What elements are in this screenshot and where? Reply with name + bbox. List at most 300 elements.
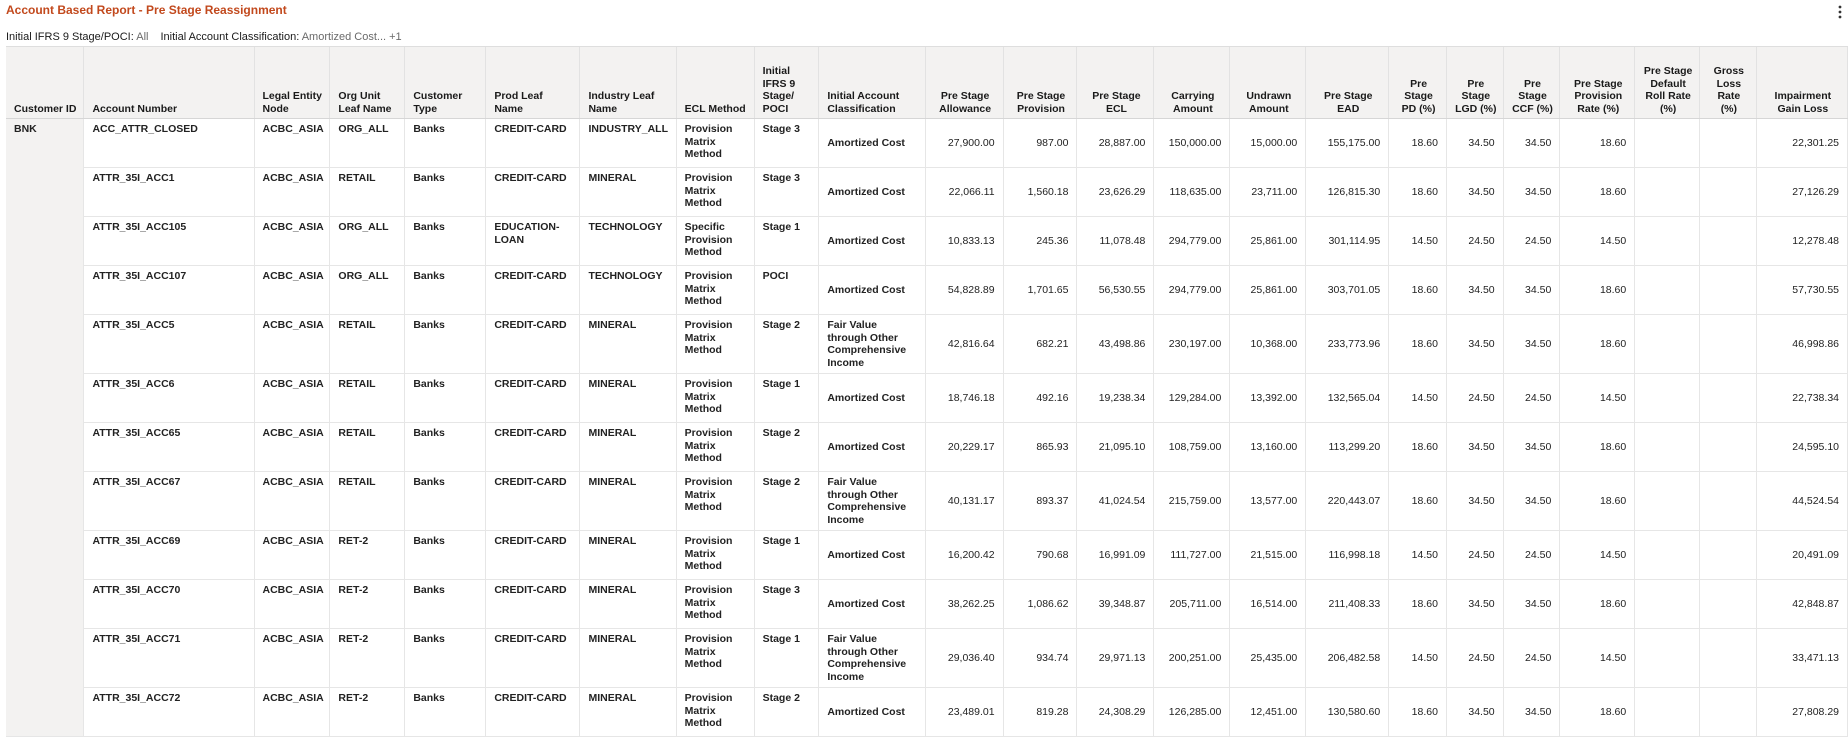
table-cell: 27,808.29 [1756, 688, 1847, 737]
table-cell [1635, 266, 1700, 315]
table-cell: 18.60 [1389, 423, 1447, 472]
column-header[interactable]: ECL Method [676, 47, 754, 119]
table-cell [1700, 119, 1757, 168]
table-cell: 126,285.00 [1154, 688, 1230, 737]
table-cell: 16,991.09 [1077, 531, 1154, 580]
table-cell: 39,348.87 [1077, 580, 1154, 629]
table-cell: 1,086.62 [1003, 580, 1077, 629]
table-cell: 18.60 [1389, 688, 1447, 737]
table-cell: 18.60 [1560, 580, 1635, 629]
table-cell [1700, 168, 1757, 217]
table-cell: 34.50 [1503, 119, 1560, 168]
table-cell: Amortized Cost [819, 119, 925, 168]
table-cell: Stage 2 [754, 472, 819, 531]
table-row [6, 688, 1848, 737]
table-cell: ACBC_ASIA [254, 217, 330, 266]
table-cell: RET-2 [330, 629, 405, 688]
table-cell: 126,815.30 [1306, 168, 1389, 217]
table-cell: Amortized Cost [819, 266, 925, 315]
table-cell: 22,066.11 [925, 168, 1003, 217]
table-cell: 29,971.13 [1077, 629, 1154, 688]
table-cell: TECHNOLOGY [580, 217, 676, 266]
table-cell: Fair Value through Other Comprehensive Income [819, 629, 925, 688]
table-cell: 34.50 [1446, 168, 1503, 217]
table-cell: 28,887.00 [1077, 119, 1154, 168]
table-cell: MINERAL [580, 423, 676, 472]
table-cell: MINERAL [580, 531, 676, 580]
table-cell: POCI [754, 266, 819, 315]
table-cell: 108,759.00 [1154, 423, 1230, 472]
table-cell: 25,861.00 [1230, 266, 1306, 315]
table-cell: RETAIL [330, 472, 405, 531]
table-cell: TECHNOLOGY [580, 266, 676, 315]
table-cell: 34.50 [1446, 119, 1503, 168]
table-cell: 14.50 [1389, 374, 1447, 423]
table-cell: RETAIL [330, 315, 405, 374]
table-cell: CREDIT-CARD [486, 531, 580, 580]
table-cell: Stage 1 [754, 374, 819, 423]
table-row [6, 217, 1848, 266]
table-cell [1635, 217, 1700, 266]
report-title: Account Based Report - Pre Stage Reassignment [6, 3, 287, 17]
table-cell [1700, 217, 1757, 266]
table-cell: 155,175.00 [1306, 119, 1389, 168]
table-cell: 34.50 [1446, 266, 1503, 315]
table-cell: ORG_ALL [330, 119, 405, 168]
table-cell: Provision Matrix Method [676, 315, 754, 374]
table-cell: 56,530.55 [1077, 266, 1154, 315]
table-cell: 18.60 [1389, 119, 1447, 168]
table-cell: Specific Provision Method [676, 217, 754, 266]
table-cell: Amortized Cost [819, 374, 925, 423]
table-row [6, 266, 1848, 315]
table-cell: ATTR_35I_ACC69 [84, 531, 254, 580]
table-cell: 34.50 [1503, 472, 1560, 531]
table-cell: Banks [405, 531, 486, 580]
table-cell [1635, 472, 1700, 531]
column-header[interactable]: Pre Stage ECL [1077, 47, 1154, 119]
table-cell: ORG_ALL [330, 217, 405, 266]
table-cell: 41,024.54 [1077, 472, 1154, 531]
table-cell: 23,489.01 [925, 688, 1003, 737]
table-cell: 44,524.54 [1756, 472, 1847, 531]
table-cell: 29,036.40 [925, 629, 1003, 688]
table-cell: Stage 1 [754, 629, 819, 688]
table-cell: ACBC_ASIA [254, 168, 330, 217]
table-cell: ATTR_35I_ACC105 [84, 217, 254, 266]
table-cell: ATTR_35I_ACC1 [84, 168, 254, 217]
table-cell: 24,595.10 [1756, 423, 1847, 472]
table-row [6, 374, 1848, 423]
filter-classification-label: Initial Account Classification: [160, 31, 300, 43]
column-header[interactable]: Initial IFRS 9 Stage/ POCI [754, 47, 819, 119]
table-cell [1700, 531, 1757, 580]
table-cell: EDUCATION-LOAN [486, 217, 580, 266]
table-cell: Provision Matrix Method [676, 423, 754, 472]
column-header[interactable]: Pre Stage Provision Rate (%) [1560, 47, 1635, 119]
table-cell: RETAIL [330, 374, 405, 423]
column-header[interactable]: Pre Stage Provision [1003, 47, 1077, 119]
kebab-menu-icon [1838, 5, 1842, 19]
table-cell: Provision Matrix Method [676, 168, 754, 217]
column-header[interactable]: Account Number [84, 47, 254, 119]
table-cell: 34.50 [1503, 580, 1560, 629]
table-cell: 18.60 [1389, 315, 1447, 374]
table-cell: CREDIT-CARD [486, 472, 580, 531]
table-cell: Provision Matrix Method [676, 472, 754, 531]
table-cell: 24,308.29 [1077, 688, 1154, 737]
table-cell: Banks [405, 472, 486, 531]
table-cell: 22,301.25 [1756, 119, 1847, 168]
table-cell: 24.50 [1446, 374, 1503, 423]
table-cell: ATTR_35I_ACC5 [84, 315, 254, 374]
table-cell: 18.60 [1389, 266, 1447, 315]
table-cell: 18.60 [1560, 315, 1635, 374]
table-cell: ATTR_35I_ACC65 [84, 423, 254, 472]
table-cell: 14.50 [1389, 629, 1447, 688]
table-cell: CREDIT-CARD [486, 119, 580, 168]
table-cell [1635, 315, 1700, 374]
table-cell [1700, 266, 1757, 315]
table-cell [1635, 629, 1700, 688]
table-cell: 22,738.34 [1756, 374, 1847, 423]
table-cell: 18.60 [1389, 472, 1447, 531]
table-cell: Amortized Cost [819, 423, 925, 472]
table-cell [1700, 315, 1757, 374]
column-header[interactable]: Carrying Amount [1154, 47, 1230, 119]
column-header[interactable]: Customer Type [405, 47, 486, 119]
table-cell: 57,730.55 [1756, 266, 1847, 315]
table-cell: 14.50 [1389, 531, 1447, 580]
table-cell: 18.60 [1560, 472, 1635, 531]
table-cell: INDUSTRY_ALL [580, 119, 676, 168]
column-header[interactable]: Pre Stage Default Roll Rate (%) [1635, 47, 1700, 119]
table-cell: 13,392.00 [1230, 374, 1306, 423]
table-cell: 14.50 [1389, 217, 1447, 266]
column-header[interactable]: Pre Stage CCF (%) [1503, 47, 1560, 119]
table-cell: 13,577.00 [1230, 472, 1306, 531]
table-header-row [6, 47, 1848, 119]
table-cell: Stage 1 [754, 531, 819, 580]
table-cell: CREDIT-CARD [486, 688, 580, 737]
table-cell: Banks [405, 688, 486, 737]
table-cell: ACBC_ASIA [254, 315, 330, 374]
table-cell: MINERAL [580, 472, 676, 531]
table-cell: 303,701.05 [1306, 266, 1389, 315]
table-cell: 34.50 [1446, 315, 1503, 374]
table-cell: ACBC_ASIA [254, 266, 330, 315]
table-cell: 46,998.86 [1756, 315, 1847, 374]
table-cell: ATTR_35I_ACC72 [84, 688, 254, 737]
table-cell: ACBC_ASIA [254, 472, 330, 531]
table-cell [1635, 580, 1700, 629]
table-cell: 205,711.00 [1154, 580, 1230, 629]
table-cell: 27,900.00 [925, 119, 1003, 168]
table-cell: Banks [405, 580, 486, 629]
table-cell: 34.50 [1503, 688, 1560, 737]
table-cell: RET-2 [330, 531, 405, 580]
table-cell: 16,514.00 [1230, 580, 1306, 629]
column-header[interactable]: Pre Stage PD (%) [1389, 47, 1447, 119]
table-cell: Provision Matrix Method [676, 580, 754, 629]
table-cell: ACBC_ASIA [254, 374, 330, 423]
table-cell: 116,998.18 [1306, 531, 1389, 580]
table-cell: Amortized Cost [819, 217, 925, 266]
filter-classification-value: Amortized Cost... +1 [301, 31, 402, 43]
table-cell: 233,773.96 [1306, 315, 1389, 374]
table-cell: 24.50 [1446, 217, 1503, 266]
table-cell [1635, 168, 1700, 217]
column-header[interactable]: Undrawn Amount [1230, 47, 1306, 119]
table-cell: 34.50 [1446, 688, 1503, 737]
table-cell: 682.21 [1003, 315, 1077, 374]
table-cell: MINERAL [580, 374, 676, 423]
table-cell: Amortized Cost [819, 168, 925, 217]
table-cell: Fair Value through Other Comprehensive Income [819, 472, 925, 531]
table-cell: 34.50 [1503, 266, 1560, 315]
table-cell: 865.93 [1003, 423, 1077, 472]
table-cell: 18.60 [1560, 423, 1635, 472]
table-cell: ORG_ALL [330, 266, 405, 315]
table-cell: Banks [405, 629, 486, 688]
table-cell: Provision Matrix Method [676, 119, 754, 168]
table-cell: 301,114.95 [1306, 217, 1389, 266]
table-cell: 215,759.00 [1154, 472, 1230, 531]
table-cell: 129,284.00 [1154, 374, 1230, 423]
filter-stage-label: Initial IFRS 9 Stage/POCI: [6, 31, 134, 43]
table-cell: 11,078.48 [1077, 217, 1154, 266]
table-cell: 21,095.10 [1077, 423, 1154, 472]
filter-bar [6, 31, 402, 43]
table-cell: MINERAL [580, 629, 676, 688]
table-cell: Stage 3 [754, 580, 819, 629]
table-cell: 893.37 [1003, 472, 1077, 531]
table-cell: 245.36 [1003, 217, 1077, 266]
table-cell: Banks [405, 315, 486, 374]
report-table-container[interactable] [6, 46, 1848, 742]
table-cell: 16,200.42 [925, 531, 1003, 580]
table-cell: 18.60 [1560, 688, 1635, 737]
table-cell: 25,435.00 [1230, 629, 1306, 688]
table-cell: 14.50 [1560, 374, 1635, 423]
table-cell: 24.50 [1503, 531, 1560, 580]
table-cell: 33,471.13 [1756, 629, 1847, 688]
table-cell: 10,833.13 [925, 217, 1003, 266]
table-cell: 12,278.48 [1756, 217, 1847, 266]
table-cell: 24.50 [1446, 629, 1503, 688]
table-cell: ATTR_35I_ACC107 [84, 266, 254, 315]
table-cell: Banks [405, 119, 486, 168]
table-cell: 294,779.00 [1154, 266, 1230, 315]
table-cell: ACC_ATTR_CLOSED [84, 119, 254, 168]
table-cell: 34.50 [1503, 315, 1560, 374]
table-cell: Fair Value through Other Comprehensive Income [819, 315, 925, 374]
table-row [6, 119, 1848, 168]
table-row [6, 531, 1848, 580]
table-cell: 43,498.86 [1077, 315, 1154, 374]
table-cell: Amortized Cost [819, 580, 925, 629]
table-cell: 38,262.25 [925, 580, 1003, 629]
table-cell: 23,626.29 [1077, 168, 1154, 217]
column-header[interactable]: Initial Account Classification [819, 47, 925, 119]
table-cell: ACBC_ASIA [254, 580, 330, 629]
table-cell: CREDIT-CARD [486, 315, 580, 374]
table-cell: 42,848.87 [1756, 580, 1847, 629]
table-cell: 20,229.17 [925, 423, 1003, 472]
table-cell: 24.50 [1446, 531, 1503, 580]
column-header[interactable]: Customer ID [6, 47, 84, 119]
table-cell [1635, 531, 1700, 580]
table-cell: 14.50 [1560, 629, 1635, 688]
table-cell: Banks [405, 423, 486, 472]
table-cell: Stage 2 [754, 315, 819, 374]
table-cell: MINERAL [580, 688, 676, 737]
table-cell [1635, 688, 1700, 737]
table-cell: 132,565.04 [1306, 374, 1389, 423]
table-cell [1700, 580, 1757, 629]
table-cell: 13,160.00 [1230, 423, 1306, 472]
table-cell: 230,197.00 [1154, 315, 1230, 374]
table-cell: Banks [405, 168, 486, 217]
more-options-button[interactable] [1832, 0, 1848, 24]
table-cell: 118,635.00 [1154, 168, 1230, 217]
table-cell: Stage 1 [754, 217, 819, 266]
table-cell: 18.60 [1560, 266, 1635, 315]
table-cell: 220,443.07 [1306, 472, 1389, 531]
column-header[interactable]: Industry Leaf Name [580, 47, 676, 119]
table-cell: 1,560.18 [1003, 168, 1077, 217]
table-cell: ATTR_35I_ACC71 [84, 629, 254, 688]
table-cell: 24.50 [1503, 629, 1560, 688]
filter-stage[interactable] [6, 31, 148, 43]
table-cell: 206,482.58 [1306, 629, 1389, 688]
report-table [6, 47, 1848, 737]
table-cell: 987.00 [1003, 119, 1077, 168]
column-header[interactable]: Org Unit Leaf Name [330, 47, 405, 119]
table-cell: 34.50 [1503, 423, 1560, 472]
table-cell: Banks [405, 266, 486, 315]
column-header[interactable]: Impairment Gain Loss [1756, 47, 1847, 119]
table-cell: 18.60 [1389, 580, 1447, 629]
table-cell: 819.28 [1003, 688, 1077, 737]
customer-id-cell: BNK [6, 119, 84, 737]
table-cell: Stage 3 [754, 119, 819, 168]
table-cell: 130,580.60 [1306, 688, 1389, 737]
table-cell: ATTR_35I_ACC6 [84, 374, 254, 423]
table-cell: MINERAL [580, 168, 676, 217]
table-cell: CREDIT-CARD [486, 629, 580, 688]
table-cell: 492.16 [1003, 374, 1077, 423]
table-cell: MINERAL [580, 580, 676, 629]
table-cell: RET-2 [330, 688, 405, 737]
table-cell: 34.50 [1446, 423, 1503, 472]
table-cell: Banks [405, 217, 486, 266]
table-cell: Stage 2 [754, 423, 819, 472]
table-cell: 1,701.65 [1003, 266, 1077, 315]
table-cell: ACBC_ASIA [254, 119, 330, 168]
table-cell [1700, 423, 1757, 472]
table-cell: 14.50 [1560, 217, 1635, 266]
table-cell: Provision Matrix Method [676, 374, 754, 423]
table-body [6, 119, 1848, 737]
table-cell: Provision Matrix Method [676, 266, 754, 315]
column-header[interactable]: Pre Stage EAD [1306, 47, 1389, 119]
table-cell: 790.68 [1003, 531, 1077, 580]
table-cell: CREDIT-CARD [486, 580, 580, 629]
filter-stage-value: All [136, 31, 149, 43]
table-cell: ACBC_ASIA [254, 629, 330, 688]
table-row [6, 423, 1848, 472]
table-cell: 211,408.33 [1306, 580, 1389, 629]
table-cell: 24.50 [1503, 217, 1560, 266]
table-cell: 111,727.00 [1154, 531, 1230, 580]
table-cell: Stage 2 [754, 688, 819, 737]
column-header[interactable]: Pre Stage LGD (%) [1446, 47, 1503, 119]
table-row [6, 629, 1848, 688]
table-cell: 18,746.18 [925, 374, 1003, 423]
table-cell: 294,779.00 [1154, 217, 1230, 266]
table-cell: 200,251.00 [1154, 629, 1230, 688]
table-cell: 34.50 [1446, 472, 1503, 531]
filter-classification[interactable] [160, 31, 401, 43]
table-cell [1700, 688, 1757, 737]
column-header[interactable]: Prod Leaf Name [486, 47, 580, 119]
table-cell: ATTR_35I_ACC67 [84, 472, 254, 531]
table-cell [1635, 423, 1700, 472]
table-row [6, 580, 1848, 629]
table-cell: Provision Matrix Method [676, 531, 754, 580]
table-cell: 23,711.00 [1230, 168, 1306, 217]
table-cell: 40,131.17 [925, 472, 1003, 531]
table-cell: 10,368.00 [1230, 315, 1306, 374]
table-cell [1635, 374, 1700, 423]
table-cell [1700, 629, 1757, 688]
table-cell: CREDIT-CARD [486, 266, 580, 315]
table-cell: 934.74 [1003, 629, 1077, 688]
table-cell: 25,861.00 [1230, 217, 1306, 266]
table-cell: CREDIT-CARD [486, 168, 580, 217]
table-cell: 18.60 [1560, 168, 1635, 217]
table-cell: 113,299.20 [1306, 423, 1389, 472]
table-cell: 34.50 [1503, 168, 1560, 217]
table-cell: RETAIL [330, 423, 405, 472]
table-cell: 18.60 [1560, 119, 1635, 168]
table-cell: 42,816.64 [925, 315, 1003, 374]
table-cell: ACBC_ASIA [254, 688, 330, 737]
table-cell: 20,491.09 [1756, 531, 1847, 580]
table-row [6, 168, 1848, 217]
table-cell: 54,828.89 [925, 266, 1003, 315]
column-header[interactable]: Legal Entity Node [254, 47, 330, 119]
table-cell: 14.50 [1560, 531, 1635, 580]
column-header[interactable]: Pre Stage Allowance [925, 47, 1003, 119]
table-cell: 21,515.00 [1230, 531, 1306, 580]
column-header[interactable]: Gross Loss Rate (%) [1700, 47, 1757, 119]
table-cell: Provision Matrix Method [676, 688, 754, 737]
table-cell: RETAIL [330, 168, 405, 217]
table-cell [1635, 119, 1700, 168]
table-cell: 15,000.00 [1230, 119, 1306, 168]
table-cell: 18.60 [1389, 168, 1447, 217]
table-cell: RET-2 [330, 580, 405, 629]
table-cell: Provision Matrix Method [676, 629, 754, 688]
table-row [6, 315, 1848, 374]
table-cell: Stage 3 [754, 168, 819, 217]
table-cell: CREDIT-CARD [486, 423, 580, 472]
table-cell: ATTR_35I_ACC70 [84, 580, 254, 629]
table-cell: 19,238.34 [1077, 374, 1154, 423]
table-cell: Amortized Cost [819, 531, 925, 580]
